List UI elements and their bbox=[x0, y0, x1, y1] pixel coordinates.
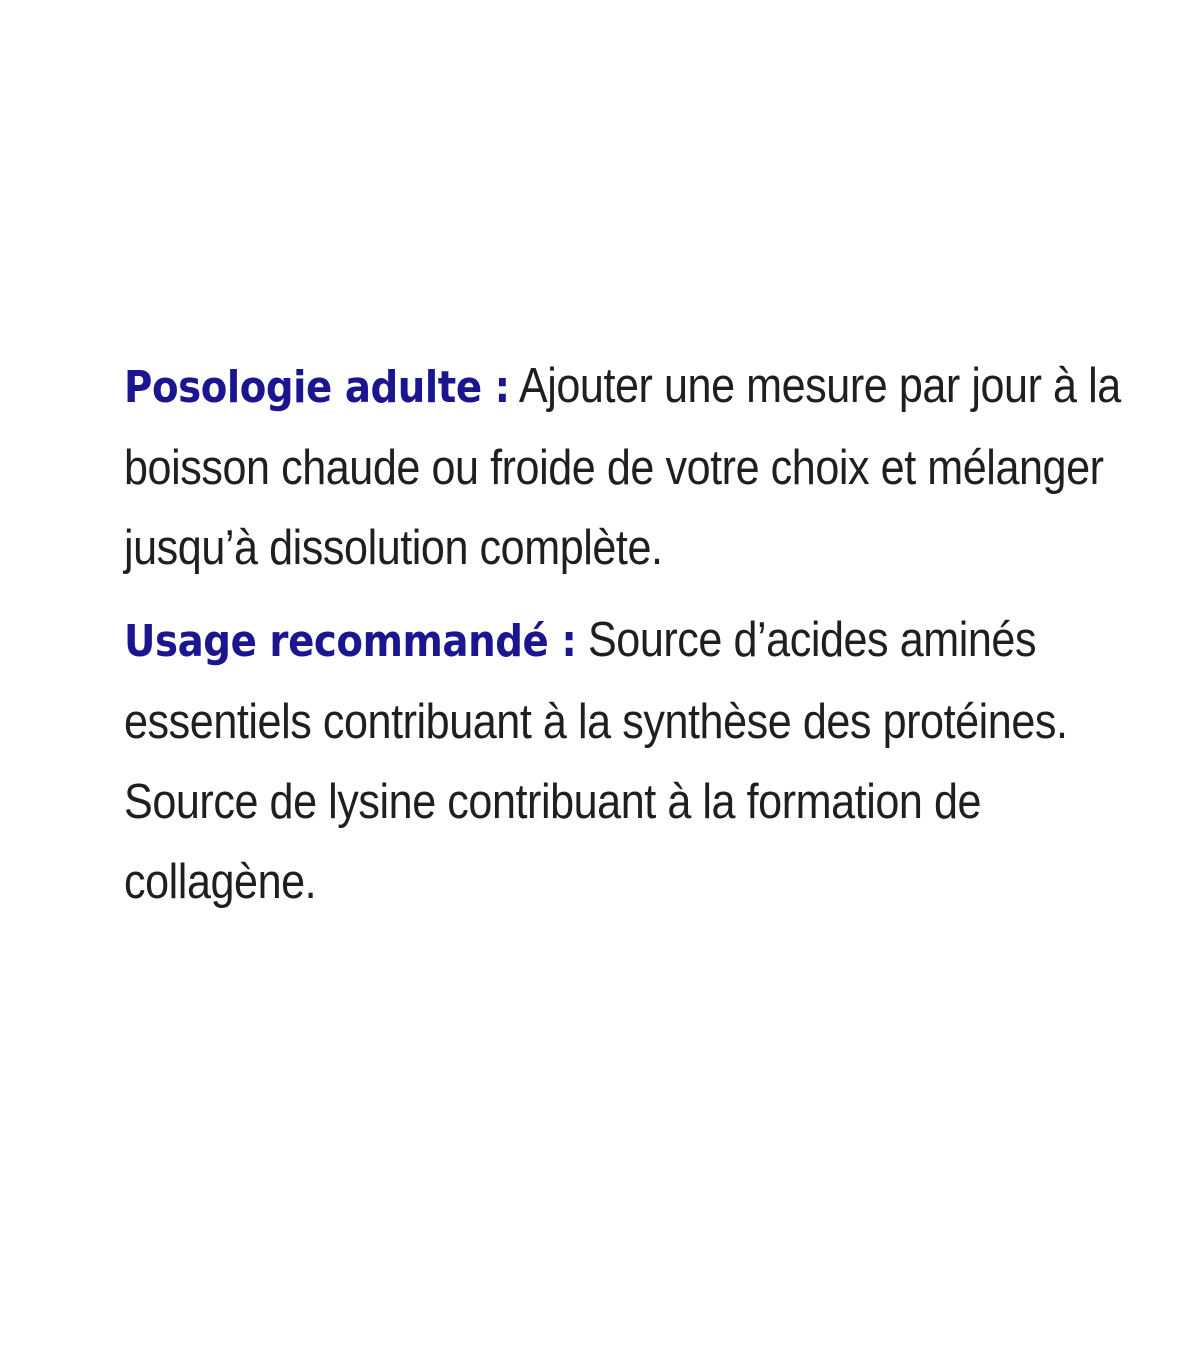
dosage-paragraph bbox=[124, 346, 1124, 588]
usage-paragraph bbox=[124, 600, 1124, 922]
instructions-content bbox=[124, 346, 1124, 934]
dosage-label: Posologie adulte : bbox=[124, 362, 510, 413]
usage-text: Source d’acides aminés essentiels contribuant à la synthèse des protéines. Source de lysine contribuant à la formation de collagène. bbox=[124, 613, 1068, 909]
dosage-text: Ajouter une mesure par jour à la boisson chaude ou froide de votre choix et mélanger jusqu’à dissolution complète. bbox=[124, 359, 1121, 575]
usage-label: Usage recommandé : bbox=[124, 616, 577, 667]
